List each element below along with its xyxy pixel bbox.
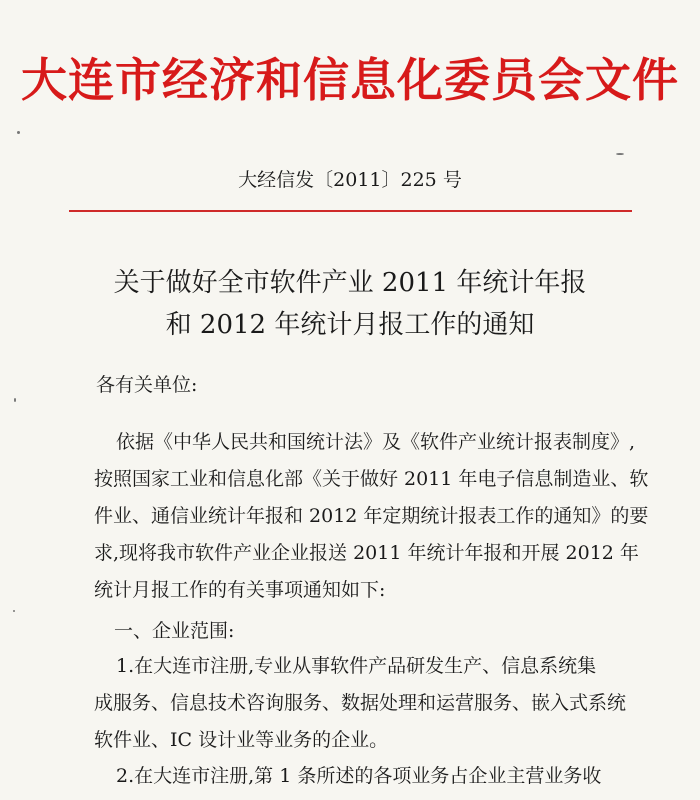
notice-title-line-1: 关于做好全市软件产业 2011 年统计年报	[113, 268, 587, 298]
document-number: 大经信发〔2011〕225 号	[238, 169, 462, 191]
scan-speck	[13, 610, 15, 612]
paragraph-line: 2.在大连市注册,第 1 条所述的各项业务占企业主营业务收	[116, 765, 602, 787]
scan-speck	[616, 153, 624, 155]
paragraph-line: 统计月报工作的有关事项通知如下:	[94, 579, 386, 601]
scan-speck	[17, 131, 20, 134]
notice-title-line-2: 和 2012 年统计月报工作的通知	[165, 310, 535, 340]
notice-title	[0, 262, 700, 346]
scan-speck	[14, 398, 16, 402]
paragraph-line: 按照国家工业和信息化部《关于做好 2011 年电子信息制造业、软	[94, 468, 649, 490]
paragraph-line: 成服务、信息技术咨询服务、数据处理和运营服务、嵌入式系统	[94, 692, 627, 714]
list-item-1	[94, 648, 627, 759]
paragraph-line: 依据《中华人民共和国统计法》及《软件产业统计报表制度》,	[116, 431, 636, 453]
addressee: 各有关单位:	[96, 374, 198, 396]
paragraph-basis	[94, 424, 649, 609]
paragraph-line: 件业、通信业统计年报和 2012 年定期统计报表工作的通知》的要	[94, 505, 649, 527]
paragraph-line: 1.在大连市注册,专业从事软件产品研发生产、信息系统集	[116, 655, 597, 677]
list-item-2	[94, 758, 614, 795]
issuer-header-title: 大连市经济和信息化委员会文件	[21, 53, 679, 107]
paragraph-line: 软件业、IC 设计业等业务的企业。	[94, 729, 389, 751]
section-heading-scope: 一、企业范围:	[114, 620, 235, 642]
paragraph-line: 求,现将我市软件产业企业报送 2011 年统计年报和开展 2012 年	[94, 542, 639, 564]
red-divider-line	[69, 210, 632, 212]
